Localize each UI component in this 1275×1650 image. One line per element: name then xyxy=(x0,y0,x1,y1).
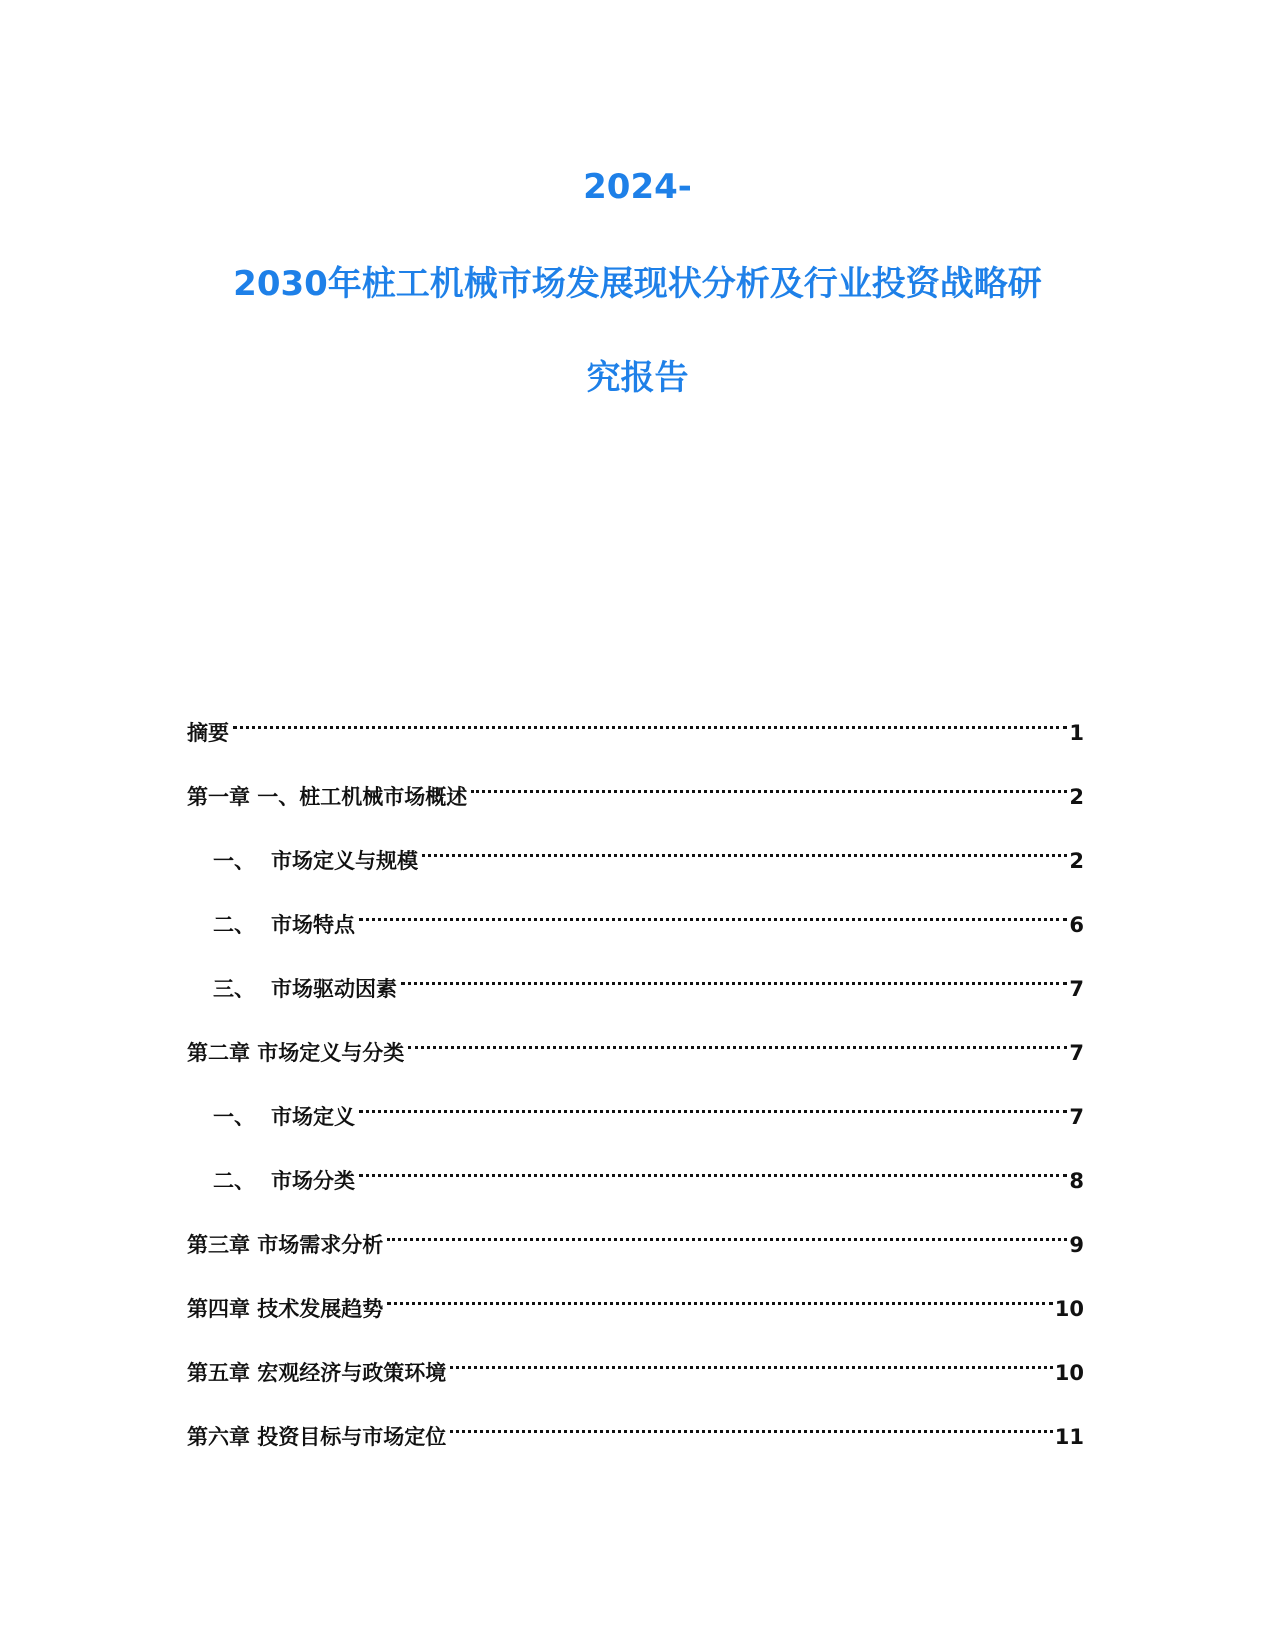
toc-entry-label: 市场分类 xyxy=(271,1169,355,1193)
toc-entry-1-2[interactable] xyxy=(213,892,1084,937)
toc-entry-1-3[interactable] xyxy=(213,956,1084,1001)
toc-dot-leader xyxy=(233,700,1067,740)
title-line-2: 2030年桩工机械市场发展现状分析及行业投资战略研 xyxy=(233,264,1042,304)
toc-page-number: 6 xyxy=(1069,913,1084,937)
toc-entry-number: 三、 xyxy=(213,977,255,1001)
toc-page-number: 11 xyxy=(1054,1425,1084,1449)
toc-entry-label: 市场定义 xyxy=(271,1105,355,1129)
toc-entry-label: 第四章 技术发展趋势 xyxy=(187,1297,384,1321)
toc-dot-leader xyxy=(359,1148,1067,1188)
toc-entry-chapter-1[interactable] xyxy=(187,764,1084,809)
toc-entry-number: 二、 xyxy=(213,913,255,937)
toc-dot-leader xyxy=(387,1212,1067,1252)
toc-page-number: 1 xyxy=(1069,721,1084,745)
toc-entry-abstract[interactable] xyxy=(187,700,1084,745)
toc-page-number: 7 xyxy=(1069,1105,1084,1129)
toc-page-number: 7 xyxy=(1069,977,1084,1001)
toc-dot-leader xyxy=(471,764,1067,804)
toc-entry-label: 第三章 市场需求分析 xyxy=(187,1233,384,1257)
toc-dot-leader xyxy=(450,1404,1052,1444)
toc-dot-leader xyxy=(401,956,1067,996)
toc-entry-1-1[interactable] xyxy=(213,828,1084,873)
toc-dot-leader xyxy=(359,892,1067,932)
toc-page-number: 7 xyxy=(1069,1041,1084,1065)
toc-entry-label: 市场定义与规模 xyxy=(271,849,418,873)
toc-entry-chapter-3[interactable] xyxy=(187,1212,1084,1257)
toc-page-number: 10 xyxy=(1054,1361,1084,1385)
title-line-1: 2024- xyxy=(583,167,692,207)
toc-page-number: 8 xyxy=(1069,1169,1084,1193)
toc-entry-chapter-4[interactable] xyxy=(187,1276,1084,1321)
toc-entry-label: 第一章 一、桩工机械市场概述 xyxy=(187,785,468,809)
toc-entry-chapter-5[interactable] xyxy=(187,1340,1084,1385)
toc-entry-chapter-6[interactable] xyxy=(187,1404,1084,1449)
toc-entry-label: 第二章 市场定义与分类 xyxy=(187,1041,405,1065)
toc-entry-number: 一、 xyxy=(213,849,255,873)
toc-entry-label: 市场特点 xyxy=(271,913,355,937)
toc-entry-chapter-2[interactable] xyxy=(187,1020,1084,1065)
toc-entry-2-1[interactable] xyxy=(213,1084,1084,1129)
toc-entry-label: 第六章 投资目标与市场定位 xyxy=(187,1425,447,1449)
toc-dot-leader xyxy=(422,828,1067,868)
toc-entry-label: 市场驱动因素 xyxy=(271,977,397,1001)
toc-entry-number: 二、 xyxy=(213,1169,255,1193)
toc-page-number: 2 xyxy=(1069,785,1084,809)
toc-entry-label: 第五章 宏观经济与政策环境 xyxy=(187,1361,447,1385)
toc-page-number: 9 xyxy=(1069,1233,1084,1257)
toc-page-number: 10 xyxy=(1054,1297,1084,1321)
toc-entry-label: 摘要 xyxy=(187,721,229,745)
toc-page-number: 2 xyxy=(1069,849,1084,873)
toc-dot-leader xyxy=(387,1276,1052,1316)
toc-entry-number: 一、 xyxy=(213,1105,255,1129)
title-line-3: 究报告 xyxy=(586,358,689,398)
toc-dot-leader xyxy=(359,1084,1067,1124)
toc-dot-leader xyxy=(408,1020,1067,1060)
toc-dot-leader xyxy=(450,1340,1052,1380)
toc-entry-2-2[interactable] xyxy=(213,1148,1084,1193)
